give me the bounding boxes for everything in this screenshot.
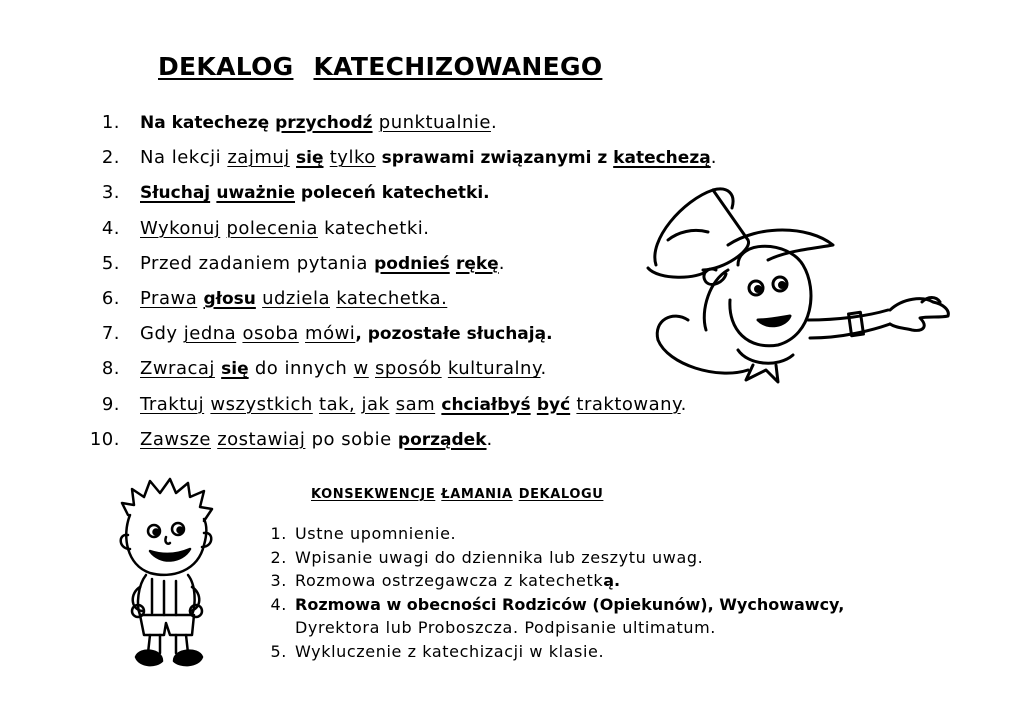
text-segment: . xyxy=(490,112,498,133)
item-text xyxy=(295,524,456,543)
text-segment: Traktuj xyxy=(140,393,205,415)
item-text xyxy=(295,642,604,661)
item-text xyxy=(295,595,844,614)
text-segment: Wykonuj xyxy=(140,217,221,239)
text-segment: . xyxy=(486,428,493,450)
text-segment: mówi xyxy=(305,323,356,345)
item-text xyxy=(295,571,620,590)
item-number: 9. xyxy=(101,393,120,415)
item-number: 3. xyxy=(270,571,287,590)
text-segment: się xyxy=(221,359,249,380)
text-segment: się xyxy=(296,148,324,169)
text-segment: Na katechezę xyxy=(140,113,276,133)
text-segment: przychodź xyxy=(275,113,373,133)
text-segment: Gdy xyxy=(140,323,184,345)
text-segment: katechezą xyxy=(613,148,711,169)
text-segment: Dyrektora lub Proboszcza. Podpisanie ultimatum. xyxy=(295,617,716,637)
text-segment: Rozmowa ostrzegawcza z katechetk xyxy=(295,571,604,590)
consequences-title-word-2: ŁAMANIA xyxy=(441,487,513,502)
text-segment: chciałbyś xyxy=(441,394,531,415)
item-text xyxy=(140,323,553,344)
text-segment: , pozostałe słuchają. xyxy=(355,324,553,345)
item-number: 5. xyxy=(270,641,287,661)
text-segment: poleceń katechetki. xyxy=(295,183,490,204)
text-segment: . xyxy=(498,252,505,274)
text-segment: sam xyxy=(395,393,436,415)
text-segment: Zawsze xyxy=(140,428,211,450)
text-segment: Zwracaj xyxy=(140,358,215,380)
consequences-title xyxy=(311,487,603,502)
consequences-title-word-1: KONSEKWENCJE xyxy=(311,487,436,502)
text-segment: polecenia xyxy=(226,217,318,239)
item-number: 10. xyxy=(89,428,120,450)
title-word-1: DEKALOG xyxy=(158,52,294,81)
text-segment: . xyxy=(680,393,687,415)
hat-tipping-cartoon-illustration xyxy=(628,170,953,385)
item-number: 5. xyxy=(101,252,120,274)
item-text xyxy=(140,112,497,133)
text-segment: po sobie xyxy=(305,428,398,450)
text-segment: Prawa xyxy=(140,288,198,309)
text-segment: tak, xyxy=(319,393,356,415)
consequences-title-word-3: DEKALOGU xyxy=(518,487,604,502)
text-segment: katechetka. xyxy=(336,288,448,309)
item-text xyxy=(140,147,717,168)
text-segment: Rozmowa w obecności Rodziców (Opiekunów), Wychowawcy, xyxy=(295,594,845,614)
item-number: 6. xyxy=(101,288,120,309)
item-text xyxy=(140,394,687,415)
item-number: 4. xyxy=(101,217,120,239)
item-text xyxy=(140,288,447,309)
text-segment: zajmuj xyxy=(227,147,290,169)
item-number: 2. xyxy=(101,147,120,169)
text-segment: jedna xyxy=(183,323,237,345)
item-text xyxy=(140,253,505,274)
text-segment: uważnie xyxy=(216,183,296,204)
item-text xyxy=(140,358,547,379)
text-segment: traktowany xyxy=(576,393,681,415)
text-segment: osoba xyxy=(242,323,299,345)
text-segment: sposób xyxy=(375,358,442,380)
text-segment: być xyxy=(536,394,571,415)
item-number: 3. xyxy=(101,182,120,204)
text-segment: punktualnie xyxy=(378,112,491,133)
item-text xyxy=(140,429,493,450)
item-number: 2. xyxy=(270,547,287,567)
text-segment: Przed zadaniem pytania xyxy=(140,252,375,274)
text-segment: Wpisanie uwagi do dziennika lub zeszytu uwag. xyxy=(295,547,704,567)
title-word-2: KATECHIZOWANEGO xyxy=(313,52,603,81)
text-segment: ą. xyxy=(603,571,621,590)
text-segment: porządek xyxy=(397,429,487,450)
text-segment: wszystkich xyxy=(210,393,313,415)
text-segment: tylko xyxy=(329,147,376,169)
text-segment: Na lekcji xyxy=(140,147,228,169)
item-text xyxy=(140,218,430,239)
item-number: 4. xyxy=(270,594,287,614)
text-segment: sprawami związanymi z xyxy=(375,148,614,169)
text-segment: jak xyxy=(361,393,390,415)
item-number: 1. xyxy=(101,112,120,133)
text-segment: udziela xyxy=(262,288,330,309)
text-segment: podnieś xyxy=(374,253,450,274)
text-segment: kulturalny xyxy=(447,358,541,380)
text-segment: do innych xyxy=(248,358,354,380)
item-number: 1. xyxy=(270,524,287,543)
text-segment: głosu xyxy=(203,289,256,309)
text-segment: Wykluczenie z katechizacji w klasie. xyxy=(295,641,605,661)
item-text xyxy=(140,182,490,203)
text-segment: . xyxy=(540,358,547,380)
item-text xyxy=(295,548,703,567)
text-segment: Słuchaj xyxy=(140,183,211,204)
text-segment: w xyxy=(353,358,369,380)
item-number: 8. xyxy=(101,358,120,380)
item-text xyxy=(295,618,716,637)
text-segment: . xyxy=(710,147,717,169)
text-segment: zostawiaj xyxy=(217,428,306,450)
item-number: 7. xyxy=(101,323,120,345)
text-segment: Ustne upomnienie. xyxy=(295,524,457,543)
text-segment: katechetki. xyxy=(317,217,430,239)
text-segment: rękę xyxy=(455,253,499,274)
page-title xyxy=(158,52,602,81)
